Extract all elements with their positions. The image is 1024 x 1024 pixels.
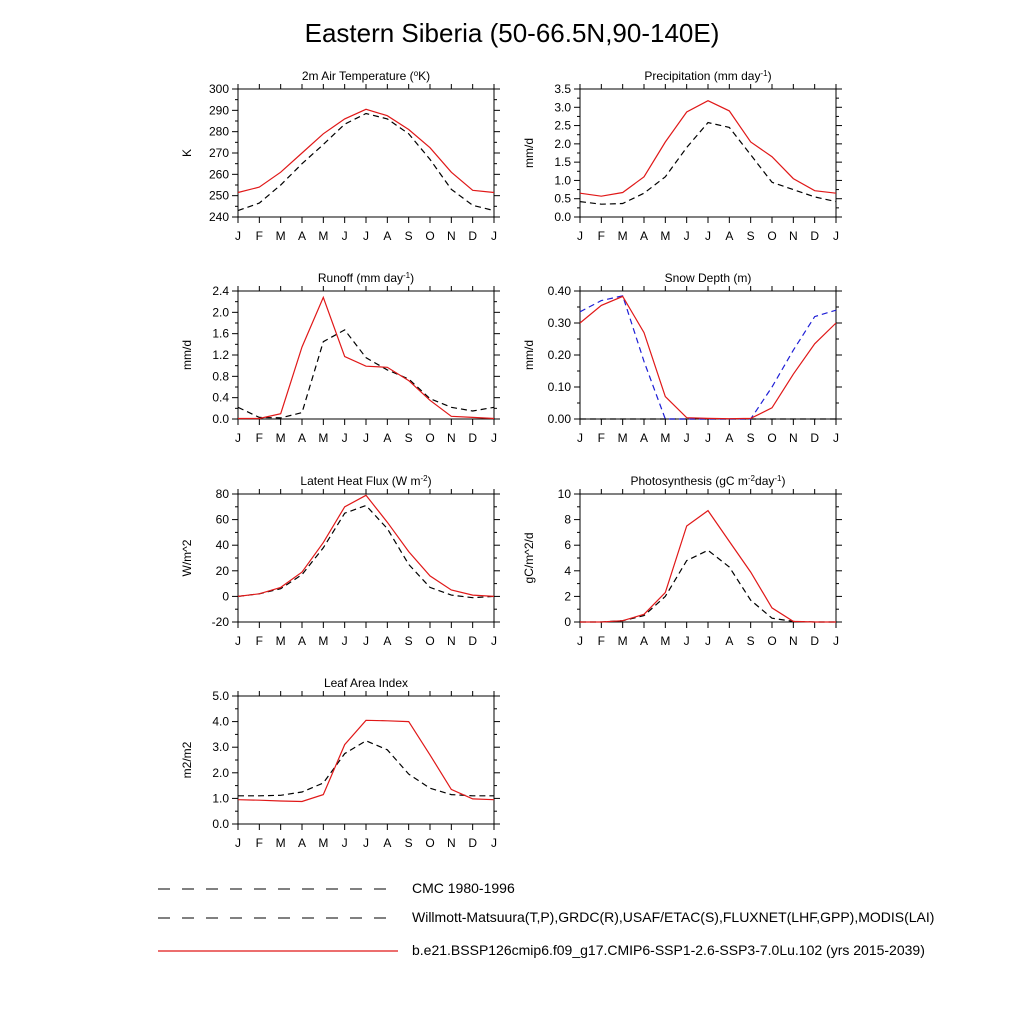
y-tick-label: 80: [215, 487, 229, 501]
x-tick-label: M: [275, 431, 286, 445]
x-tick-label: A: [639, 634, 649, 648]
y-tick-label: -20: [211, 615, 229, 629]
x-tick-label: N: [446, 431, 456, 445]
y-tick-label: 0.20: [547, 348, 571, 362]
x-tick-label: J: [577, 229, 583, 243]
x-tick-label: J: [577, 431, 583, 445]
y-tick-label: 6: [564, 538, 571, 553]
x-tick-label: S: [746, 431, 755, 445]
series-line-1: [238, 109, 494, 192]
y-tick-label: 240: [208, 210, 229, 224]
y-axis-label: gC/m^2/d: [522, 532, 536, 584]
x-tick-label: M: [318, 229, 329, 243]
x-tick-label: D: [810, 431, 820, 445]
x-tick-label: J: [363, 634, 369, 648]
series-line-0: [238, 114, 494, 211]
x-tick-label: O: [767, 431, 777, 445]
x-tick-label: F: [597, 431, 606, 445]
x-tick-label: J: [491, 836, 497, 850]
y-tick-label: 0.0: [212, 817, 229, 831]
x-tick-label: A: [639, 229, 649, 243]
x-tick-label: N: [446, 836, 456, 850]
chart-panel-4: [180, 474, 500, 649]
x-tick-label: A: [725, 229, 734, 243]
x-tick-label: S: [404, 229, 413, 243]
x-tick-label: A: [297, 836, 307, 850]
plot-frame: [238, 291, 494, 419]
x-tick-label: M: [275, 836, 286, 850]
x-tick-label: D: [810, 229, 820, 243]
y-tick-label: 60: [215, 512, 229, 527]
x-tick-label: D: [810, 634, 820, 648]
y-tick-label: 1.2: [212, 348, 229, 362]
x-tick-label: N: [788, 634, 798, 648]
y-tick-label: 250: [208, 188, 229, 203]
y-tick-label: 3.0: [554, 100, 571, 115]
x-tick-label: D: [468, 836, 478, 850]
x-tick-label: S: [746, 229, 755, 243]
y-tick-label: 10: [557, 487, 571, 501]
x-tick-label: J: [833, 634, 839, 648]
x-tick-label: J: [235, 634, 241, 648]
legend-swatch-solid-red: [158, 941, 398, 961]
x-tick-label: J: [683, 431, 690, 445]
x-tick-label: M: [318, 634, 329, 648]
x-tick-label: A: [297, 229, 307, 243]
y-tick-label: 2.5: [554, 118, 571, 133]
y-tick-label: 0.10: [547, 380, 571, 394]
x-tick-label: F: [255, 836, 264, 850]
x-tick-label: F: [255, 634, 264, 648]
y-tick-label: 0.5: [554, 191, 571, 206]
x-tick-label: A: [639, 431, 649, 445]
x-tick-label: J: [491, 431, 497, 445]
x-tick-label: S: [404, 836, 413, 850]
y-axis-label: mm/d: [180, 340, 194, 370]
series-line-1: [580, 511, 836, 622]
y-tick-label: 4: [564, 563, 571, 578]
series-line-0: [580, 123, 836, 205]
x-tick-label: J: [683, 229, 690, 243]
figure-title: Eastern Siberia (50-66.5N,90-140E): [304, 18, 720, 48]
x-tick-label: J: [341, 229, 348, 243]
x-tick-label: A: [297, 634, 307, 648]
x-tick-label: A: [383, 634, 392, 648]
y-tick-label: 0.8: [212, 369, 229, 384]
series-line-2: [580, 296, 836, 418]
x-tick-label: J: [363, 431, 369, 445]
x-tick-label: N: [446, 634, 456, 648]
y-tick-label: 8: [564, 512, 571, 527]
x-tick-label: J: [705, 229, 711, 243]
y-tick-label: 0.30: [547, 316, 571, 330]
x-tick-label: J: [235, 229, 241, 243]
x-tick-label: J: [705, 431, 711, 445]
chart-panel-2: [180, 271, 500, 446]
chart-panel-3: [522, 271, 842, 445]
x-tick-label: O: [767, 229, 777, 243]
plot-frame: [238, 89, 494, 217]
x-tick-label: M: [660, 229, 671, 243]
y-tick-label: 0.0: [212, 412, 229, 426]
y-axis-label: mm/d: [522, 138, 536, 168]
series-line-1: [238, 495, 494, 596]
plot-frame: [238, 494, 494, 622]
x-tick-label: A: [383, 229, 392, 243]
plot-frame: [580, 291, 836, 419]
x-tick-label: J: [833, 229, 839, 243]
x-tick-label: F: [597, 229, 606, 243]
y-tick-label: 40: [215, 538, 229, 553]
y-tick-label: 0.4: [212, 390, 229, 405]
x-tick-label: O: [425, 836, 435, 850]
x-tick-label: A: [725, 634, 734, 648]
x-tick-label: A: [383, 836, 392, 850]
x-tick-label: M: [275, 634, 286, 648]
x-tick-label: A: [297, 431, 307, 445]
plot-frame: [238, 696, 494, 824]
x-tick-label: J: [705, 634, 711, 648]
x-tick-label: S: [404, 431, 413, 445]
series-line-1: [580, 101, 836, 197]
x-tick-label: J: [683, 634, 690, 648]
x-tick-label: J: [491, 229, 497, 243]
y-tick-label: 1.6: [212, 326, 229, 341]
y-tick-label: 260: [208, 167, 229, 182]
panel-title: Latent Heat Flux (W $m^{-2}$): [300, 473, 432, 488]
x-tick-label: J: [491, 634, 497, 648]
y-tick-label: 0.40: [547, 284, 571, 298]
x-tick-label: J: [363, 229, 369, 243]
x-tick-label: J: [341, 431, 348, 445]
x-tick-label: D: [468, 431, 478, 445]
chart-panel-5: [522, 474, 842, 649]
legend-label-cmc: CMC 1980-1996: [412, 880, 515, 896]
panel-title: Runoff (mm day$^{-1}$): [317, 270, 415, 285]
x-tick-label: M: [318, 431, 329, 445]
x-tick-label: M: [617, 431, 628, 445]
x-tick-label: J: [363, 836, 369, 850]
x-tick-label: F: [255, 431, 264, 445]
panel-title: Precipitation (mm day$^{-1}$): [644, 68, 772, 83]
x-tick-label: O: [425, 634, 435, 648]
x-tick-label: D: [468, 229, 478, 243]
series-line-0: [238, 741, 494, 796]
y-axis-label: W/m^2: [180, 539, 194, 577]
chart-panel-1: [522, 69, 842, 244]
x-tick-label: A: [725, 431, 734, 445]
x-tick-label: S: [746, 634, 755, 648]
y-tick-label: 3.0: [212, 740, 229, 755]
x-tick-label: D: [468, 634, 478, 648]
y-tick-label: 0: [564, 615, 571, 629]
x-tick-label: J: [235, 431, 241, 445]
y-tick-label: 20: [215, 563, 229, 578]
legend-label-model: b.e21.BSSP126cmip6.f09_g17.CMIP6-SSP1-2.6-SSP3-7.0Lu.102 (yrs 2015-2039): [412, 942, 925, 958]
legend-swatch-dashed-mixed: [158, 908, 398, 928]
x-tick-label: M: [617, 229, 628, 243]
y-tick-label: 1.0: [212, 791, 229, 806]
x-tick-label: J: [341, 634, 348, 648]
y-tick-label: 0: [222, 589, 229, 604]
x-tick-label: A: [383, 431, 392, 445]
series-line-1: [238, 720, 494, 801]
x-tick-label: J: [833, 431, 839, 445]
y-tick-label: 300: [208, 82, 229, 96]
panel-title: Snow Depth (m): [664, 271, 752, 285]
y-tick-label: 3.5: [554, 82, 571, 96]
x-tick-label: J: [235, 836, 241, 850]
y-tick-label: 2: [564, 589, 571, 604]
y-axis-label: K: [180, 148, 194, 158]
y-tick-label: 1.5: [554, 155, 571, 170]
y-tick-label: 0.00: [547, 412, 571, 426]
plot-frame: [580, 89, 836, 217]
series-line-0: [238, 506, 494, 598]
y-tick-label: 1.0: [554, 173, 571, 188]
x-tick-label: S: [404, 634, 413, 648]
series-line-0: [580, 550, 836, 622]
x-tick-label: M: [275, 229, 286, 243]
plot-frame: [580, 494, 836, 622]
legend-label-observations: Willmott-Matsuura(T,P),GRDC(R),USAF/ETAC(S),FLUXNET(LHF,GPP),MODIS(LAI): [412, 909, 935, 925]
y-tick-label: 270: [208, 146, 229, 160]
legend-swatch-dashed-black: [158, 879, 398, 899]
series-line-1: [580, 296, 836, 419]
x-tick-label: F: [255, 229, 264, 243]
y-tick-label: 2.4: [212, 284, 229, 298]
panel-title: Leaf Area Index: [323, 676, 409, 690]
x-tick-label: F: [597, 634, 606, 648]
y-tick-label: 2.0: [212, 305, 229, 320]
x-tick-label: M: [617, 634, 628, 648]
y-tick-label: 2.0: [554, 136, 571, 151]
panel-title: Photosynthesis (gC $m^{-2}day^{-1}$): [630, 473, 786, 488]
series-line-0: [238, 330, 494, 418]
x-tick-label: M: [660, 431, 671, 445]
panel-title: 2m Air Temperature ($^o$K): [301, 68, 431, 83]
chart-panel-0: [180, 69, 500, 244]
x-tick-label: O: [425, 431, 435, 445]
y-axis-label: m2/m2: [180, 741, 194, 779]
x-tick-label: J: [577, 634, 583, 648]
x-tick-label: J: [341, 836, 348, 850]
y-tick-label: 2.0: [212, 765, 229, 780]
x-tick-label: O: [425, 229, 435, 243]
y-tick-label: 290: [208, 103, 229, 118]
x-tick-label: M: [318, 836, 329, 850]
x-tick-label: N: [446, 229, 456, 243]
chart-panel-6: [180, 676, 500, 850]
y-tick-label: 280: [208, 124, 229, 139]
y-tick-label: 4.0: [212, 714, 229, 729]
x-tick-label: M: [660, 634, 671, 648]
x-tick-label: N: [788, 431, 798, 445]
y-tick-label: 5.0: [212, 689, 229, 703]
x-tick-label: N: [788, 229, 798, 243]
y-axis-label: mm/d: [522, 340, 536, 370]
x-tick-label: O: [767, 634, 777, 648]
y-tick-label: 0.0: [554, 210, 571, 224]
